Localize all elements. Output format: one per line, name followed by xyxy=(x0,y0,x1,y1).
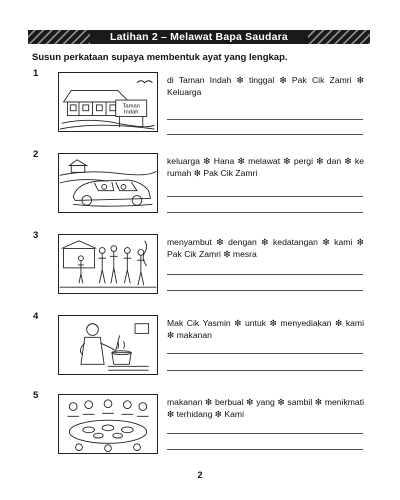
sign-text-line2: Indah xyxy=(123,109,139,116)
exercise-number: 1 xyxy=(33,68,39,79)
instruction-text: Susun perkataan supaya membentuk ayat yang lengkap. xyxy=(32,52,288,63)
answer-line[interactable] xyxy=(167,196,363,197)
exercise-number: 2 xyxy=(33,149,39,160)
illustration-family-car xyxy=(58,153,158,213)
illustration-welcome-greeting xyxy=(58,234,158,294)
exercise-number: 3 xyxy=(33,230,39,241)
answer-line[interactable] xyxy=(167,274,363,275)
answer-line[interactable] xyxy=(167,212,363,213)
exercise-4 xyxy=(0,311,400,391)
exercise-number: 5 xyxy=(33,390,39,401)
title-banner xyxy=(28,30,370,44)
answer-line[interactable] xyxy=(167,119,363,120)
exercise-number: 4 xyxy=(33,311,39,322)
illustration-cooking xyxy=(58,315,158,375)
exercise-1 xyxy=(0,68,400,148)
answer-line[interactable] xyxy=(167,370,363,371)
word-list: keluarga ❇ Hana ❇ melawat ❇ pergi ❇ dan ❇ ke rumah ❇ Pak Cik Zamri xyxy=(167,156,364,178)
word-list: menyambut ❇ dengan ❇ kedatangan ❇ kami ❇ Pak Cik Zamri ❇ mesra xyxy=(167,237,364,259)
word-list: makanan ❇ berbual ❇ yang ❇ sambil ❇ menikmati ❇ terhidang ❇ Kami xyxy=(167,397,364,419)
word-list: di Taman Indah ❇ tinggal ❇ Pak Cik Zamri ❇ Keluarga xyxy=(167,75,364,97)
sign-text-line1: Taman xyxy=(122,103,140,110)
answer-line[interactable] xyxy=(167,134,363,135)
banner-stripes-left xyxy=(28,30,90,44)
banner-stripes-right xyxy=(308,30,370,44)
answer-line[interactable] xyxy=(167,290,363,291)
exercise-5 xyxy=(0,390,400,470)
page-title: Latihan 2 – Melawat Bapa Saudara xyxy=(110,31,288,43)
answer-line[interactable] xyxy=(167,449,363,450)
answer-line[interactable] xyxy=(167,433,363,434)
exercise-2 xyxy=(0,149,400,229)
answer-line[interactable] xyxy=(167,353,363,354)
word-list: Mak Cik Yasmin ❇ untuk ❇ menyediakan ❇ kami ❇ makanan xyxy=(167,318,364,340)
page-number: 2 xyxy=(197,470,203,480)
illustration-housing-estate xyxy=(58,72,158,132)
illustration-family-meal xyxy=(58,394,158,454)
exercise-3 xyxy=(0,230,400,310)
